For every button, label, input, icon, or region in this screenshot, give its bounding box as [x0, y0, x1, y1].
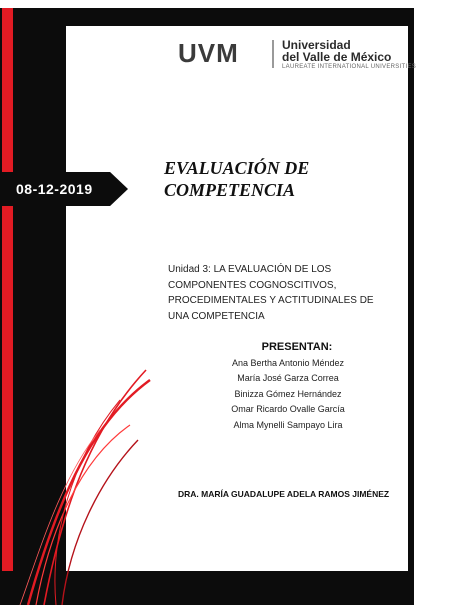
unit-line: UNA COMPETENCIA: [168, 310, 265, 322]
date-label: 08-12-2019: [16, 181, 93, 197]
unit-line: COMPONENTES COGNOSCITIVOS,: [168, 279, 337, 291]
document-title-line2: COMPETENCIA: [164, 180, 296, 200]
unit-line: PROCEDIMENTALES Y ACTITUDINALES DE: [168, 295, 374, 306]
teacher-name: DRA. MARÍA GUADALUPE ADELA RAMOS JIMÉNEZ: [178, 489, 390, 499]
presenter-name: Omar Ricardo Ovalle García: [231, 404, 345, 415]
logo-divider: [272, 40, 274, 68]
logo-university-line2: del Valle de México: [282, 50, 392, 64]
logo-uvm-wordmark: UVM: [178, 38, 239, 68]
document-title-line1: EVALUACIÓN DE: [164, 158, 310, 178]
presenters-list: [170, 356, 406, 433]
presenter-name: Alma Mynelli Sampayo Lira: [233, 419, 343, 430]
red-swirl-decoration: [0, 340, 160, 605]
logo-university-line1: Universidad: [282, 38, 351, 52]
presenter-name: Binizza Gómez Hernández: [234, 388, 342, 399]
right-black-bar: [408, 8, 414, 605]
presenters-heading: PRESENTAN:: [261, 341, 333, 353]
unit-description: [168, 262, 398, 322]
presenter-name: María José Garza Correa: [237, 373, 339, 384]
unit-line: Unidad 3: LA EVALUACIÓN DE LOS: [168, 264, 332, 275]
presenter-name: Ana Bertha Antonio Méndez: [231, 358, 345, 368]
logo-tagline: LAUREATE INTERNATIONAL UNIVERSITIES: [282, 64, 417, 70]
